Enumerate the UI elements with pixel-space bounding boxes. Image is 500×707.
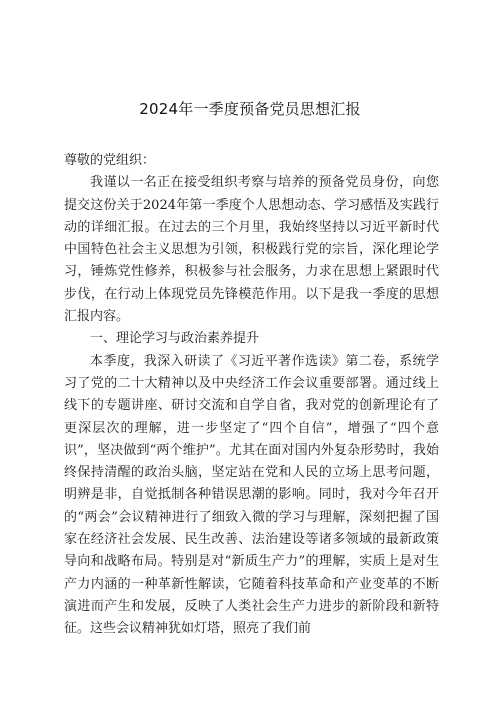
intro-paragraph: 我谨以一名正在接受组织考察与培养的预备党员身份，向您提交这份关于2024年第一季度个人思想动态、学习感悟及实践行动的详细汇报。在过去的三个月里，我始终坚持以习近平新时代中国特色社会主义思想为引领，积极践行党的宗旨，深化理论学习，锤炼党性修养，积极参与社会服务，力求在思想上紧跟时代步伐，在行动上体现党员先锋模范作用。以下是我一季度的思想汇报内容。 bbox=[64, 175, 439, 325]
document-body bbox=[64, 150, 439, 641]
document-title: 2024年一季度预备党员思想汇报 bbox=[139, 100, 361, 118]
salutation: 尊敬的党组织： bbox=[64, 153, 156, 168]
section-heading: 一、理论学习与政治素养提升 bbox=[90, 331, 260, 347]
section-paragraph: 本季度，我深入研读了《习近平著作选读》第二卷，系统学习了党的二十大精神以及中央经济工作会议重要部署。通过线上线下的专题讲座、研讨交流和自学自省，我对党的创新理论有了更深层次的理解，进一步坚定了“四个自信”，增强了“四个意识”，坚决做到“两个维护”。尤其在面对国内外复杂形势时，我始终保持清醒的政治头脑，坚定站在党和人民的立场上思考问题，明辨是非，自觉抵制各种错误思潮的影响。同时，我对今年召开的“两会”会议精神进行了细致入微的学习与理解，深刻把握了国家在经济社会发展、民生改善、法治建设等诸多领域的最新政策导向和战略布局。特别是对“新质生产力”的理解，实质上是对生产力内涵的一种革新性解读，它随着科技革命和产业变革的不断演进而产生和发展，反映了人类社会生产力进步的新阶段和新特征。这些会议精神犹如灯塔，照亮了我们前 bbox=[64, 353, 439, 637]
